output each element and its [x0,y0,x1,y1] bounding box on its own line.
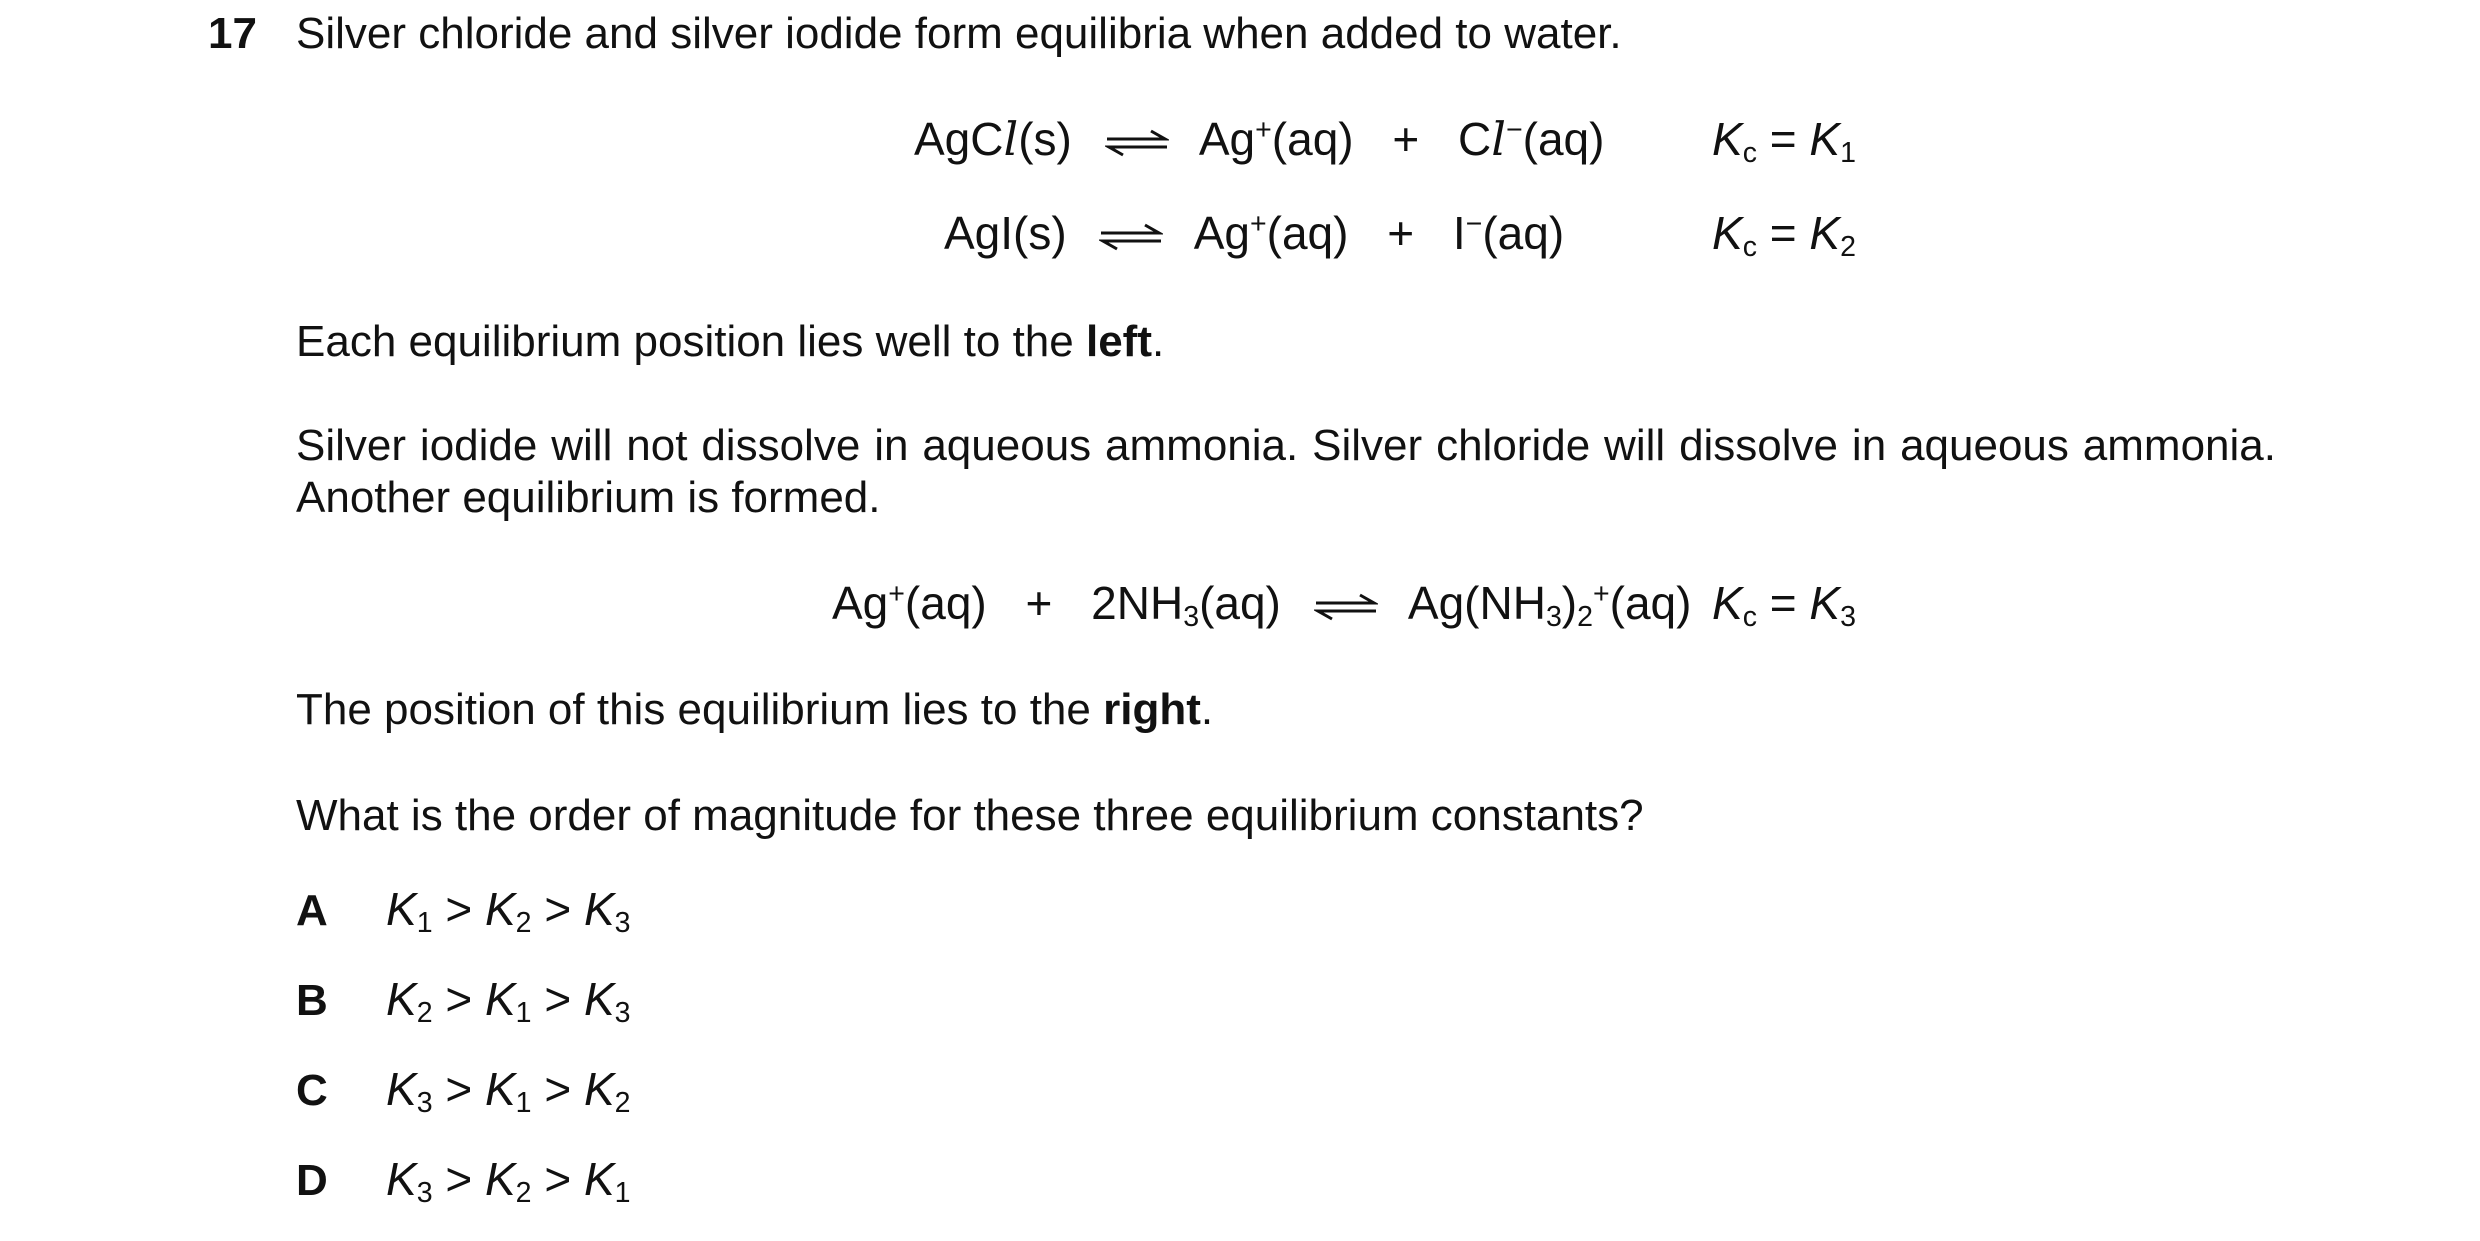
equation-2-constant: $K_c = K_2$ [1712,207,1856,264]
equation-1: AgCl(s) Ag+(aq) + Cl−(aq) [914,112,1605,166]
paragraph-ammonia: Silver iodide will not dissolve in aqueous ammonia. Silver chloride will dissolve in aqueous ammonia. Another equilibrium is formed. [296,421,2276,522]
option-a[interactable]: A [296,886,328,935]
paragraph-equilibrium-left: Each equilibrium position lies well to the left. [296,317,1165,366]
option-d[interactable]: D [296,1156,328,1205]
option-c-text: $K_3 > K_1 > K_2$ [386,1063,631,1120]
equation-3: $Ag^+(aq) + 2NH_3(aq)$ $Ag(NH_3)_2^+(aq)$ [832,577,1692,634]
option-a-text: $K_1 > K_2 > K_3$ [386,883,631,940]
question-number: 17 [208,9,257,58]
equation-1-constant: $K_c = K_1$ [1712,113,1856,170]
option-b[interactable]: B [296,976,328,1025]
question-stem: Silver chloride and silver iodide form equilibria when added to water. [296,9,1622,58]
equilibrium-arrow-icon [1314,592,1378,622]
equation-3-constant: $K_c = K_3$ [1712,577,1856,634]
option-d-text: $K_3 > K_2 > K_1$ [386,1153,631,1210]
question-prompt: What is the order of magnitude for these three equilibrium constants? [296,791,1644,840]
equation-2: AgI(s) Ag+(aq) + I−(aq) [944,207,1565,259]
paragraph-equilibrium-right: The position of this equilibrium lies to the right. [296,685,1214,734]
equilibrium-arrow-icon [1105,128,1169,158]
option-b-text: $K_2 > K_1 > K_3$ [386,973,631,1030]
option-c[interactable]: C [296,1066,328,1115]
equilibrium-arrow-icon [1099,222,1163,252]
